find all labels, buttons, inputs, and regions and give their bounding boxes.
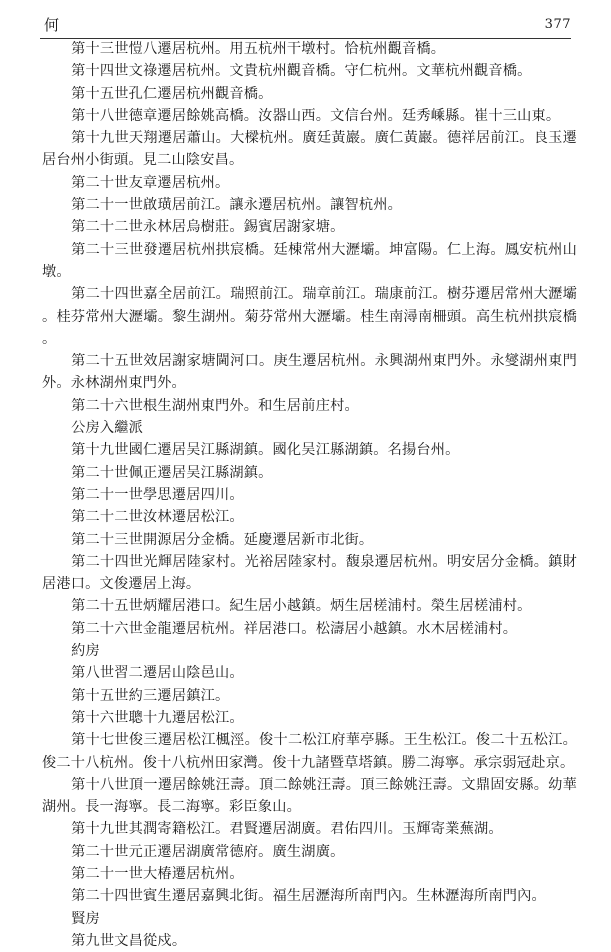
section-heading: 公房入繼派 <box>71 420 144 437</box>
paragraph: 第二十六世根生湖州東門外。和生居前庄村。 <box>71 397 359 414</box>
paragraph: 第二十世佩正遷居吴江縣湖鎮。 <box>71 464 273 481</box>
paragraph: 第二十一世學思遷居四川。 <box>71 486 244 503</box>
paragraph: 第十九世國仁遷居吴江縣湖鎮。國化吴江縣湖鎮。名揚台州。 <box>71 442 460 459</box>
paragraph: 第二十一世大椿遷居杭州。 <box>71 865 244 882</box>
paragraph: 第二十三世發遷居杭州拱宸橋。廷棟常州大瀝壩。坤富陽。仁上海。鳳安杭州山墩。 <box>42 241 577 280</box>
paragraph: 第十四世文祿遷居杭州。文貴杭州觀音橋。守仁杭州。文華杭州觀音橋。 <box>71 63 532 80</box>
paragraph: 第十五世孔仁遷居杭州觀音橋。 <box>71 85 273 102</box>
paragraph: 第十六世聰十九遷居松江。 <box>71 709 244 726</box>
page-number: 377 <box>544 17 571 32</box>
paragraph: 第十九世天翔遷居蕭山。大樑杭州。廣廷黃巖。廣仁黃巖。德祥居前江。良玉遷居台州小街頭。見二山陰安昌。 <box>42 130 577 169</box>
body-text <box>42 38 577 952</box>
section-heading: 約房 <box>71 643 100 660</box>
paragraph: 第二十四世嘉全居前江。瑞照前江。瑞章前江。瑞康前江。樹芬遷居常州大瀝壩。桂芬常州大瀝壩。黎生湖州。菊芬常州大瀝壩。桂生南潯南柵頭。高生杭州拱宸橋。 <box>42 286 577 347</box>
paragraph: 第十八世頂一遷居餘姚汪壽。頂二餘姚汪壽。頂三餘姚汪壽。文鼎固安縣。幼華湖州。長一海寧。長二海寧。彩臣象山。 <box>42 776 577 816</box>
paragraph: 第二十四世光輝居陸家村。光裕居陸家村。馥泉遷居杭州。明安居分金橋。鎮財居港口。文俊遷居上海。 <box>42 553 577 593</box>
paragraph: 第十九世其潤寄籍松江。君賢遷居湖廣。君佑四川。玉輝寄業蕪湖。 <box>71 821 503 838</box>
paragraph: 第二十五世效居謝家塘閫河口。庚生遷居杭州。永興湖州東門外。永燮湖州東門外。永林湖州東門外。 <box>42 353 577 392</box>
section-heading: 賢房 <box>71 910 100 927</box>
paragraph: 第二十世元正遷居湖廣常德府。廣生湖廣。 <box>71 843 345 860</box>
paragraph: 第十七世俊三遷居松江楓涇。俊十二松江府華亭縣。王生松江。俊二十五松江。俊二十八杭州。俊十八杭州田家灣。俊十九諸暨草塔鎮。勝二海寧。承宗弱冠赴京。 <box>42 732 577 771</box>
paragraph: 第十五世約三遷居鎮江。 <box>71 687 230 704</box>
paragraph: 第二十二世永林居烏樹莊。錫賓居謝家塘。 <box>71 219 345 236</box>
paragraph: 第二十一世啟璜居前江。讓永遷居杭州。讓智杭州。 <box>71 197 403 214</box>
running-title: 何 <box>44 16 60 34</box>
paragraph: 第二十五世炳耀居港口。紀生居小越鎮。炳生居槎浦村。榮生居槎浦村。 <box>71 598 532 615</box>
paragraph: 第二十三世開源居分金橋。延慶遷居新市北街。 <box>71 531 374 548</box>
paragraph: 第二十四世賓生遷居嘉興北街。福生居瀝海所南門內。生林瀝海所南門內。 <box>71 888 546 905</box>
paragraph: 第十八世德章遷居餘姚高橋。汝器山西。文信台州。廷秀嵊縣。崔十三山東。 <box>71 107 561 124</box>
paragraph: 第二十世友章遷居杭州。 <box>71 174 230 191</box>
paragraph: 第九世文昌從戍。 <box>71 932 187 949</box>
paragraph: 第十三世愷八遷居杭州。用五杭州干墩村。恰杭州觀音橋。 <box>71 41 446 57</box>
paragraph: 第二十二世汝林遷居松江。 <box>71 509 244 526</box>
running-header <box>40 14 571 36</box>
paragraph: 第八世習二遷居山陰邑山。 <box>71 665 244 682</box>
paragraph: 第二十六世金龍遷居杭州。祥居港口。松濤居小越鎮。水木居槎浦村。 <box>71 620 518 637</box>
